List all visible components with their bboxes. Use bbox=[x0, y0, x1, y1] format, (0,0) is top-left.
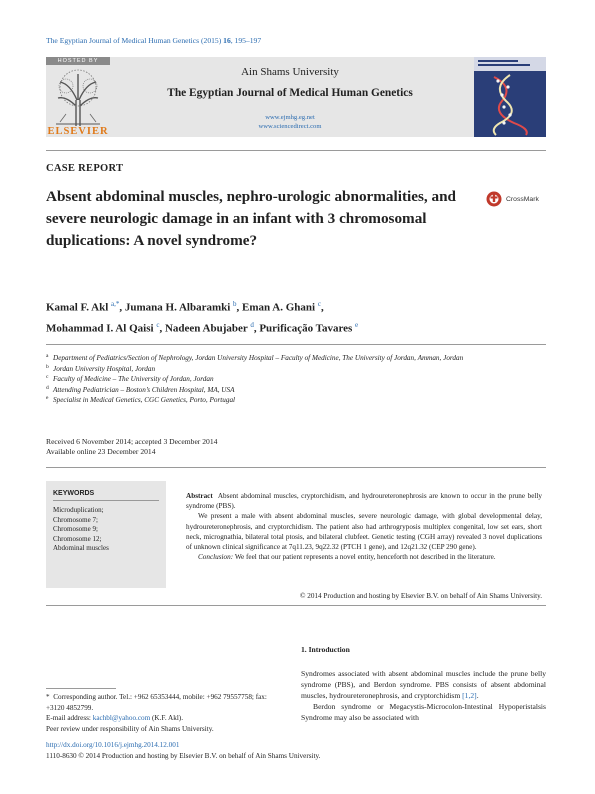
affiliation-text: Faculty of Medicine – The University of Jordan, Jordan bbox=[53, 375, 214, 383]
author-affil-mark[interactable]: c bbox=[317, 300, 321, 308]
affiliation-mark: a bbox=[46, 353, 49, 359]
conclusion-label: Conclusion: bbox=[198, 553, 234, 562]
author-name: Eman A. Ghani bbox=[242, 301, 316, 314]
email-note bbox=[46, 713, 286, 724]
author-list bbox=[46, 296, 546, 337]
author-separator: , bbox=[119, 301, 125, 314]
affiliation-mark: b bbox=[46, 363, 49, 370]
email-label: E-mail address: bbox=[46, 714, 93, 723]
affiliation-text: Department of Pediatrics/Section of Nephrology, Jordan University Hospital – Faculty of Medicine, The University of Jordan, Amman, Jordan bbox=[53, 354, 464, 362]
affiliation-text: Specialist in Medical Genetics, CGC Genetics, Porto, Portugal bbox=[53, 396, 236, 404]
affiliation-item bbox=[46, 395, 546, 406]
abstract bbox=[186, 491, 542, 562]
footnote-divider bbox=[46, 688, 116, 689]
author-affil-mark[interactable]: d bbox=[250, 320, 254, 329]
keyword-item: Chromosome 9; bbox=[53, 525, 98, 534]
corresponding-author-note bbox=[46, 692, 286, 713]
author-affil-mark[interactable]: a,* bbox=[111, 300, 120, 308]
affiliation-mark: c bbox=[46, 374, 49, 380]
journal-url-link[interactable]: www.ejmhg.eg.net bbox=[265, 114, 315, 121]
abstract-paragraph bbox=[186, 491, 542, 511]
footnotes bbox=[46, 692, 286, 734]
hosted-by-label: HOSTED BY bbox=[46, 57, 110, 65]
author-affil-mark[interactable]: b bbox=[233, 300, 237, 308]
journal-reference bbox=[46, 36, 261, 45]
article-title: Absent abdominal muscles, nephro-urologic abnormalities, and severe neurologic damage in an infant with 3 chromosomal duplications: A novel syndrome? bbox=[46, 188, 456, 249]
abstract-label: Abstract bbox=[186, 492, 213, 500]
received-date: Received 6 November 2014; accepted 3 December 2014 bbox=[46, 437, 218, 446]
affiliation-text: Jordan University Hospital, Jordan bbox=[53, 364, 156, 373]
author-separator: , bbox=[320, 301, 324, 314]
email-suffix: (K.F. Akl). bbox=[150, 714, 184, 723]
keyword-item: Abdominal muscles bbox=[53, 544, 109, 553]
journal-name: The Egyptian Journal of Medical Human Genetics (2015) bbox=[46, 36, 224, 45]
body-text: Syndromes associated with absent abdominal muscles include the prune belly syndrome (PBS), and Berdon syndrome. PBS consists of absent abdominal muscles, hydroureteronephrosis, and cryptorchidism bbox=[301, 669, 546, 701]
keywords-divider bbox=[53, 500, 159, 501]
affiliation-item bbox=[46, 374, 546, 385]
journal-cover-image bbox=[474, 57, 546, 137]
author-affil-mark[interactable]: c bbox=[156, 320, 160, 329]
doi-link[interactable]: http://dx.doi.org/10.1016/j.ejmhg.2014.12.001 bbox=[46, 741, 180, 749]
journal-pages: , 195–197 bbox=[230, 36, 262, 45]
page-footer bbox=[46, 740, 346, 761]
university-name: Ain Shams University bbox=[241, 66, 339, 78]
keywords-list bbox=[53, 506, 109, 554]
crossmark-button[interactable] bbox=[486, 190, 539, 208]
author-name: Kamal F. Akl bbox=[46, 301, 109, 314]
article-type: CASE REPORT bbox=[46, 163, 124, 174]
elsevier-tree-logo-icon bbox=[46, 66, 110, 128]
affiliation-text: Attending Pediatrician – Boston’s Children Hospital, MA, USA bbox=[53, 385, 235, 394]
asterisk-mark: * bbox=[46, 693, 54, 701]
body-text: . bbox=[476, 691, 479, 701]
abstract-conclusion bbox=[186, 552, 542, 562]
affiliation-item bbox=[46, 385, 546, 396]
affiliation-item bbox=[46, 364, 546, 375]
affiliation-list bbox=[46, 353, 546, 406]
author-name: Purificação Tavares bbox=[259, 322, 353, 335]
author-separator: , bbox=[253, 322, 260, 335]
citation-link[interactable]: [1,2] bbox=[462, 691, 477, 701]
body-paragraph: Berdon syndrome or Megacystis-Microcolon-Intestinal Hypoperistalsis Syndrome may also be associated with bbox=[301, 702, 546, 723]
sciencedirect-url-link[interactable]: www.sciencedirect.com bbox=[258, 123, 322, 130]
divider bbox=[46, 344, 546, 345]
keyword-item: Chromosome 7; bbox=[53, 515, 98, 524]
journal-volume: 16 bbox=[223, 36, 231, 45]
author-affil-mark[interactable]: e bbox=[355, 320, 359, 329]
author-name: Jumana H. Albaramki bbox=[124, 301, 231, 314]
journal-title: The Egyptian Journal of Medical Human Genetics bbox=[167, 87, 413, 99]
section-heading: 1. Introduction bbox=[301, 645, 350, 654]
introduction-text bbox=[301, 668, 546, 723]
sciencedirect-url[interactable] bbox=[120, 123, 460, 130]
keyword-item: Chromosome 12; bbox=[53, 534, 102, 543]
author-name: Nadeen Abujaber bbox=[164, 322, 248, 335]
abstract-copyright: © 2014 Production and hosting by Elsevier B.V. on behalf of Ain Shams University. bbox=[299, 592, 542, 600]
peer-review-note: Peer review under responsibility of Ain Shams University. bbox=[46, 724, 214, 733]
crossmark-icon bbox=[486, 191, 502, 207]
keywords-heading: KEYWORDS bbox=[53, 490, 95, 497]
keyword-item: Microduplication; bbox=[53, 506, 104, 514]
body-paragraph bbox=[301, 668, 546, 701]
affiliation-item bbox=[46, 353, 546, 364]
email-link[interactable]: kachbl@yahoo.com bbox=[92, 714, 151, 723]
author-separator: , bbox=[159, 322, 165, 335]
journal-url[interactable] bbox=[120, 114, 460, 121]
elsevier-wordmark: ELSEVIER bbox=[47, 126, 109, 137]
corresponding-text: Corresponding author. Tel.: +962 65353444, mobile: +962 79557758; fax: +3120 4852799. bbox=[46, 693, 267, 712]
conclusion-text: We feel that our patient represents a novel entity, henceforth not described in the literature. bbox=[234, 553, 496, 562]
article-dates bbox=[46, 437, 217, 457]
crossmark-label: CrossMark bbox=[506, 195, 539, 203]
abstract-paragraph: We present a male with absent abdominal muscles, severe neurologic damage, with global developmental delay, hydroureteronephrosis, and cryptorchidism. The patient also had arthrogryposis multiplex congenital, low set ears, short neck, micrognathia, bilateral total ptosis, and bilateral clubfeet. Genetic testing (CGH array) revealed 3 novel duplications of unknown clinical significance at 7q11.23, 9q22.32 (PTCH 1 gene), and 12q21.32 (CEP 290 gene). bbox=[186, 512, 542, 552]
affiliation-mark: e bbox=[46, 395, 49, 401]
online-date: Available online 23 December 2014 bbox=[46, 447, 156, 456]
divider bbox=[46, 467, 546, 468]
affiliation-mark: d bbox=[46, 384, 49, 391]
author-name: Mohammad I. Al Qaisi bbox=[46, 322, 154, 335]
author-separator: , bbox=[236, 301, 243, 314]
issn-line: 1110-8630 © 2014 Production and hosting by Elsevier B.V. on behalf of Ain Shams University. bbox=[46, 751, 321, 760]
abstract-text: Absent abdominal muscles, cryptorchidism, and hydroureteronephrosis are known to occur in the prune belly syndrome (PBS). bbox=[186, 492, 543, 511]
divider bbox=[46, 150, 546, 151]
divider bbox=[46, 605, 546, 606]
